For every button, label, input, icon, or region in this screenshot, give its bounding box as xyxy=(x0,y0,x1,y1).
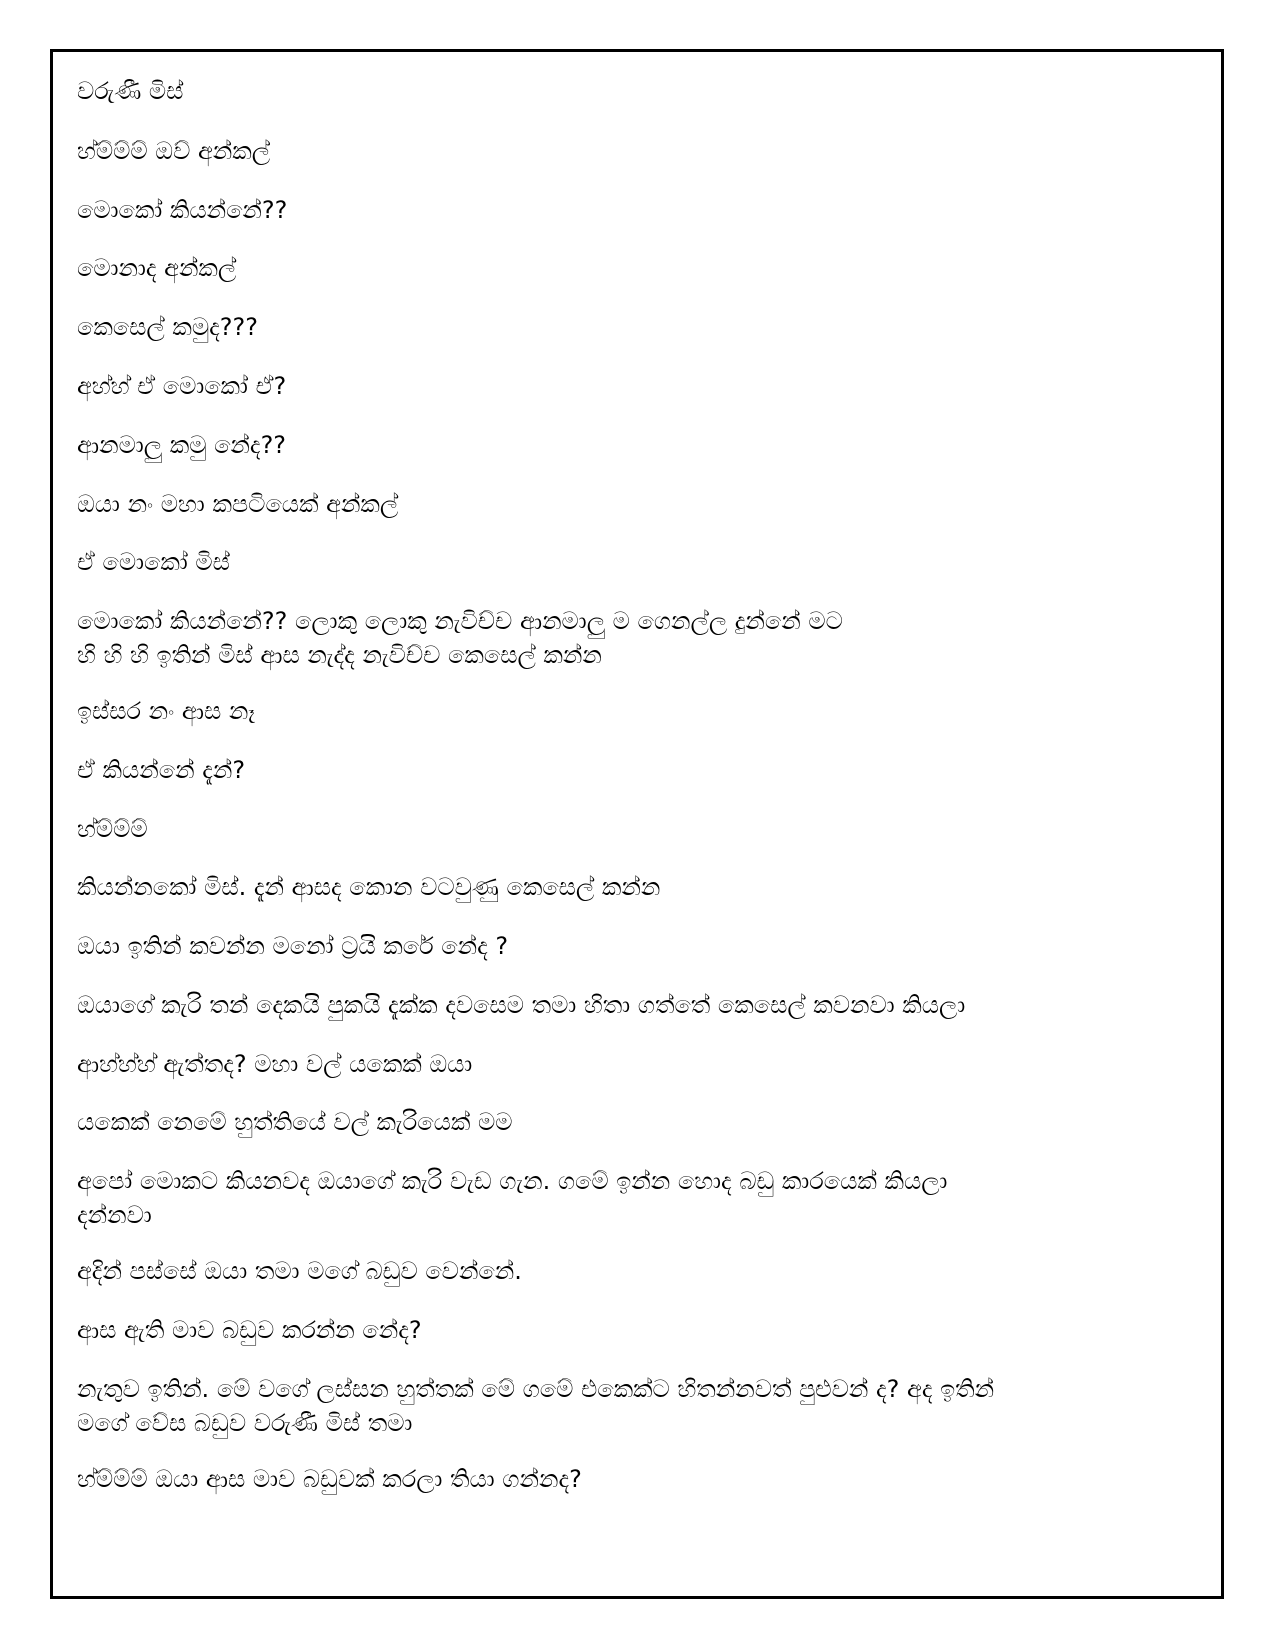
paragraph-23: හ්ම්ම්ම් ඔයා ආස මාව බඩුවක් කරලා තියා ගන්නද? xyxy=(77,1465,582,1493)
paragraph-17: ආහ්හ්හ් ඇත්තද? මහා වල් යකෙක් ඔයා xyxy=(77,1050,473,1078)
paragraph-20: අදින් පස්සේ ඔයා තමා මගේ බඩුව වෙන්නේ. xyxy=(77,1257,522,1285)
paragraph-14: කියන්නකෝ මිස්. දැන් ආසද කොන වටවුණු කෙසෙල් කන්න xyxy=(77,873,661,901)
paragraph-21: ආස ඇති මාව බඩුව කරන්න නේද? xyxy=(77,1316,422,1344)
paragraph-1: වරුණී මිස් xyxy=(77,77,184,105)
paragraph-6: අහ්හ් ඒ මොකෝ ඒ? xyxy=(77,372,287,400)
paragraph-18: යකෙක් නෙමේ හුත්තියේ වල් කැරියෙක් මම xyxy=(77,1108,513,1136)
paragraph-15: ඔයා ඉතින් කවන්න මනෝ ට්‍රයි කරේ නේද ? xyxy=(77,932,509,960)
paragraph-10: මොකෝ කියන්නේ?? ලොකු ලොකු නැවිච්ච ආනමාලු ම ගෙනල්ල දුන්නේ මට හි හි හි ඉතින් මිස් ආස නැද්ද නැවිච්ච කෙසෙල් කන්න xyxy=(77,607,843,669)
paragraph-4: මොනාද අන්කල් xyxy=(77,254,237,282)
paragraph-9: ඒ මොකෝ මිස් xyxy=(77,548,230,576)
paragraph-19: අපෝ මොකට කියනවද ඔයාගේ කැරි වැඩ ගැන. ගමේ ඉන්න හොද බඩු කාරයෙක් කියලා දන්නවා xyxy=(77,1167,948,1229)
paragraph-2: හ්ම්ම්ම් ඔව් අන්කල් xyxy=(77,137,271,165)
paragraph-3: මොකෝ කියන්නේ?? xyxy=(77,196,288,224)
paragraph-11: ඉස්සර නං ආස නෑ xyxy=(77,697,256,725)
paragraph-13: හ්ම්ම්ම් xyxy=(77,815,148,843)
paragraph-22: නැතුව ඉතින්. මේ වගේ ලස්සන හුත්තක් මේ ගමේ එකෙක්ට හිතන්නවත් පුළුවන් ද? අද ඉතින් මගේ වේස බඩුව වරුණී මිස් තමා xyxy=(77,1375,995,1437)
paragraph-8: ඔයා නං මහා කපටියෙක් අන්කල් xyxy=(77,490,399,518)
document-frame xyxy=(50,49,1224,1599)
paragraph-5: කෙසෙල් කමුද??? xyxy=(77,313,258,341)
paragraph-7: ආනමාලු කමු නේද?? xyxy=(77,431,287,459)
paragraph-16: ඔයාගේ කැරි තන් දෙකයි පුකයි දැක්ක දවසෙම තමා හිතා ගත්තේ කෙසෙල් කවනවා කියලා xyxy=(77,991,966,1019)
paragraph-12: ඒ කියන්නේ දැන්? xyxy=(77,756,246,784)
